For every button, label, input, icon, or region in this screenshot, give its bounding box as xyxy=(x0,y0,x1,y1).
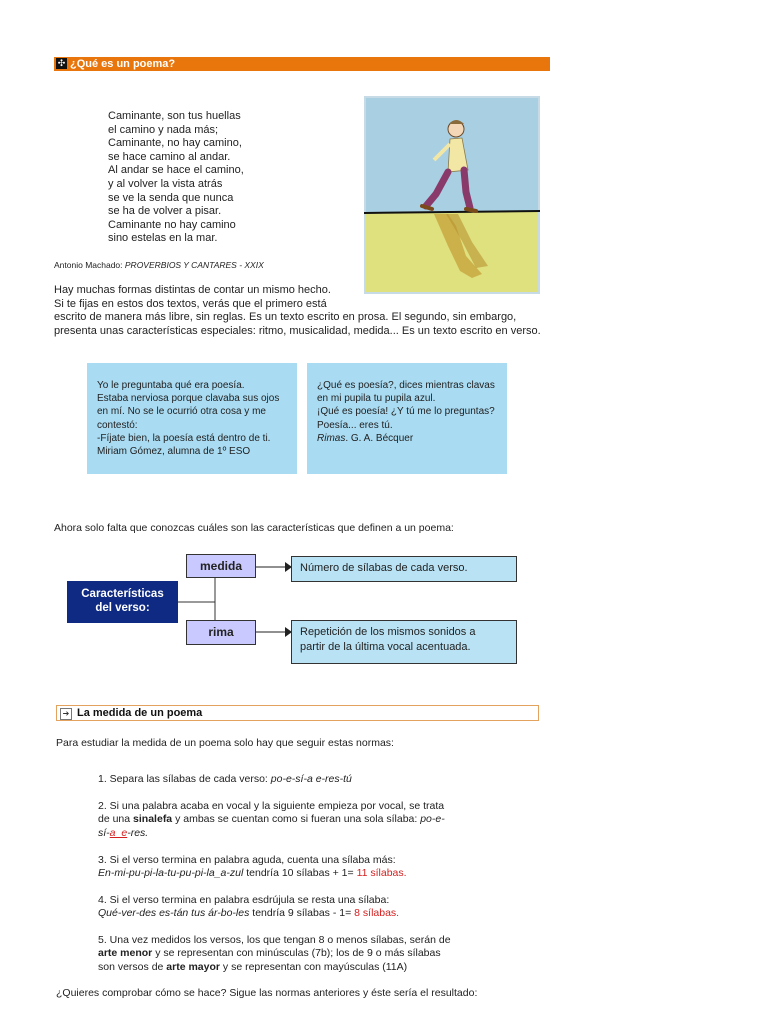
rima-def-line-2: partir de la última vocal acentuada. xyxy=(300,641,471,653)
arte-mayor-term: arte mayor xyxy=(166,960,220,973)
intro-line-2: Si te fijas en estos dos textos, verás que el primero está xyxy=(54,297,327,310)
rule-4-line-1: 4. Si el verso termina en palabra esdrújula se resta una sílaba: xyxy=(98,894,390,906)
arrow-right-icon: ➔ xyxy=(60,708,72,720)
section-title-medida: La medida de un poema xyxy=(77,707,203,719)
rule-1-example: po-e-sí-a e-res-tú xyxy=(270,773,352,785)
rules-intro: Para estudiar la medida de un poema solo hay que seguir estas normas: xyxy=(56,737,394,749)
rule-4-result: 8 sílabas. xyxy=(354,907,400,920)
poem-line: se ha de volver a pisar. xyxy=(108,205,222,218)
author: Antonio Machado: xyxy=(54,260,125,270)
rule-5-line-1: 5. Una vez medidos los versos, los que tengan 8 o menos sílabas, serán de xyxy=(98,934,451,946)
rule-5-line-3 xyxy=(98,961,518,974)
arrow-cross-icon: ✣ xyxy=(57,58,66,68)
source-title: Rimas xyxy=(317,432,346,444)
rule-4 xyxy=(98,894,508,921)
poem-line: Caminante, son tus huellas xyxy=(108,110,241,122)
intro-line-1: Hay muchas formas distintas de contar un mismo hecho. xyxy=(54,284,331,296)
rule-2-line-3 xyxy=(98,827,508,840)
section-title: ¿Qué es un poema? xyxy=(70,58,176,70)
rima-def-line-1: Repetición de los mismos sonidos a xyxy=(300,626,476,638)
rule-3-line-2 xyxy=(98,867,508,880)
prose-line: Yo le preguntaba qué era poesía. xyxy=(97,380,245,391)
rule-2-example: po-e- xyxy=(420,813,445,826)
source-author: . G. A. Bécquer xyxy=(345,432,414,444)
diagram-intro: Ahora solo falta que conozcas cuáles son las características que definen a un poema: xyxy=(54,522,454,534)
rule-3-example: En-mi-pu-pi-la-tu-pu-pi-la_a-zul xyxy=(98,867,244,880)
intro-rest: escrito de manera más libre, sin reglas. Es un texto escrito en prosa. El segundo, sin embargo, presenta unas características especiales: ritmo, musicalidad, medida... Es un texto escrito en verso. xyxy=(54,311,541,337)
rule-2-line-1: 2. Si una palabra acaba en vocal y la siguiente empieza por vocal, se trata xyxy=(98,800,445,812)
medida-definition: Número de sílabas de cada verso. xyxy=(291,556,517,582)
medida-box: medida xyxy=(186,554,256,578)
verse-line: ¡Qué es poesía! ¿Y tú me lo preguntas? xyxy=(317,406,495,418)
rule-2-example: -res. xyxy=(127,826,149,839)
rule-2 xyxy=(98,800,508,840)
rima-definition xyxy=(291,620,517,664)
rule-2-text: de una xyxy=(98,813,134,826)
rule-1 xyxy=(98,773,508,786)
work-title: PROVERBIOS Y CANTARES - XXIX xyxy=(124,260,264,270)
rule-3-text: tendría 10 sílabas + 1= xyxy=(243,867,357,880)
poem-line: Caminante, no hay camino, xyxy=(108,137,242,150)
poem-line: se hace camino al andar. xyxy=(108,150,231,163)
poem-line: se ve la senda que nunca xyxy=(108,191,234,204)
prose-line: Miriam Gómez, alumna de 1º ESO xyxy=(97,446,251,458)
rule-2-text: y ambas se cuentan como si fueran una sola sílaba: xyxy=(172,813,421,826)
sinalefa-term: sinalefa xyxy=(133,813,173,826)
rule-2-example: sí- xyxy=(98,826,110,839)
rima-box: rima xyxy=(186,620,256,645)
rule-3-result: 11 sílabas. xyxy=(356,867,407,880)
closing-text: ¿Quieres comprobar cómo se hace? Sigue las normas anteriores y éste sería el resultado: xyxy=(56,987,478,999)
poem-line: sino estelas en la mar. xyxy=(108,232,218,245)
section-header-medida xyxy=(56,705,539,721)
prose-line: en mí. No se le ocurrió otra cosa y me xyxy=(97,406,266,418)
verse-line: en mi pupila tu pupila azul. xyxy=(317,393,436,405)
rule-5-line-2 xyxy=(98,947,518,960)
poem-line: y al volver la vista atrás xyxy=(108,177,223,190)
rule-4-line-2 xyxy=(98,907,508,920)
rule-3-line-1: 3. Si el verso termina en palabra aguda, cuenta una sílaba más: xyxy=(98,854,396,866)
rule-5-text: y se representan con minúsculas (7b); los de 9 o más sílabas xyxy=(152,947,441,960)
prose-line: -Fíjate bien, la poesía está dentro de ti. xyxy=(97,432,271,444)
poem-line: Al andar se hace el camino, xyxy=(108,164,244,177)
verse-line: Poesía... eres tú. xyxy=(317,419,393,431)
poem-line: Caminante no hay camino xyxy=(108,218,236,231)
rule-5-text: son versos de xyxy=(98,960,167,973)
rule-5 xyxy=(98,934,518,974)
root-line-2: del verso: xyxy=(95,602,150,614)
prose-line: Estaba nerviosa porque clavaba sus ojos xyxy=(97,393,280,405)
arte-menor-term: arte menor xyxy=(98,947,153,960)
rule-3 xyxy=(98,854,508,881)
rule-1-text: 1. Separa las sílabas de cada verso: xyxy=(98,773,271,785)
verse-line: ¿Qué es poesía?, dices mientras clavas xyxy=(317,380,495,391)
rule-4-text: tendría 9 sílabas - 1= xyxy=(249,907,355,920)
rule-5-text: y se representan con mayúsculas (11A) xyxy=(220,960,408,973)
rule-4-example: Qué-ver-des es-tán tus ár-bo-les xyxy=(98,907,250,920)
sinalefa-highlight: a_e xyxy=(109,826,128,839)
poem-line: el camino y nada más; xyxy=(108,123,219,136)
rule-2-line-2 xyxy=(98,813,508,826)
prose-line: contestó: xyxy=(97,419,138,431)
root-line-1: Características xyxy=(81,588,164,600)
